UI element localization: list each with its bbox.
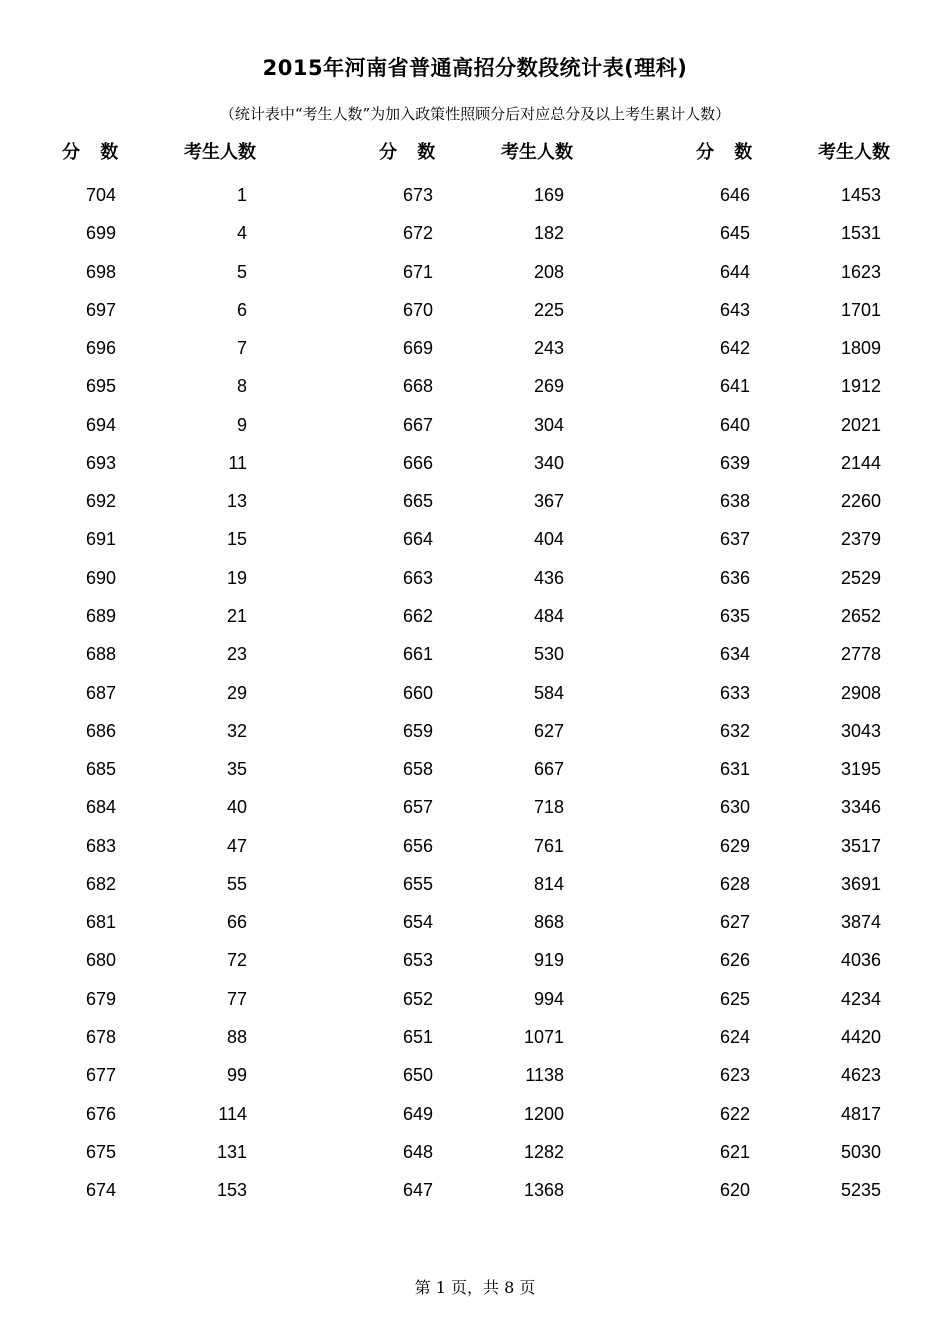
cell-score: 629 (719, 835, 750, 856)
cell-examinee-count: 35 (226, 759, 247, 780)
cell-score: 633 (719, 682, 750, 703)
cell-examinee-count: 4234 (840, 988, 881, 1009)
cell-examinee-count: 4036 (840, 950, 881, 971)
cell-score: 632 (719, 720, 750, 741)
cell-examinee-count: 11 (228, 452, 247, 473)
cell-score: 692 (85, 491, 116, 512)
cell-score: 644 (719, 261, 750, 282)
cell-examinee-count: 5235 (840, 1180, 881, 1200)
cell-examinee-count: 4420 (840, 1026, 881, 1047)
cell-score: 670 (402, 299, 433, 320)
cell-score: 666 (402, 452, 433, 473)
cell-score: 646 (719, 185, 750, 205)
cell-score: 676 (85, 1103, 116, 1124)
cell-examinee-count: 225 (533, 299, 564, 320)
cell-score: 675 (85, 1141, 116, 1162)
cell-score: 642 (719, 338, 750, 359)
cell-score: 628 (719, 873, 750, 894)
cell-score: 631 (719, 759, 750, 780)
cell-examinee-count: 484 (533, 606, 564, 626)
cell-score: 681 (85, 912, 116, 933)
cell-examinee-count: 13 (226, 491, 247, 512)
cell-examinee-count: 1453 (840, 185, 881, 205)
cell-score: 672 (402, 223, 433, 244)
cell-examinee-count: 2021 (840, 414, 881, 435)
cell-score: 680 (85, 950, 116, 971)
cell-score: 649 (402, 1103, 433, 1124)
header-examinee-count: 考生人数 (184, 142, 256, 163)
cell-examinee-count: 3874 (840, 912, 881, 933)
cell-examinee-count: 169 (533, 185, 564, 205)
cell-examinee-count: 1138 (525, 1065, 564, 1086)
cell-examinee-count: 55 (226, 873, 247, 894)
cell-examinee-count: 5030 (840, 1141, 881, 1162)
cell-examinee-count: 2144 (840, 452, 881, 473)
cell-examinee-count: 436 (533, 567, 564, 588)
cell-examinee-count: 627 (533, 720, 564, 741)
cell-score: 634 (719, 644, 750, 665)
cell-score: 625 (719, 988, 750, 1009)
cell-examinee-count: 47 (226, 835, 247, 856)
cell-examinee-count: 3346 (840, 797, 881, 818)
cell-examinee-count: 994 (533, 988, 564, 1009)
cell-examinee-count: 2908 (840, 682, 881, 703)
cell-examinee-count: 340 (533, 452, 564, 473)
cell-examinee-count: 243 (533, 338, 564, 359)
cell-examinee-count: 919 (533, 950, 564, 971)
cell-score: 653 (402, 950, 433, 971)
cell-score: 661 (402, 644, 433, 665)
cell-score: 694 (85, 414, 116, 435)
cell-score: 690 (85, 567, 116, 588)
cell-examinee-count: 114 (218, 1103, 247, 1124)
cell-score: 663 (402, 567, 433, 588)
cell-score: 691 (85, 529, 116, 550)
cell-score: 623 (719, 1065, 750, 1086)
cell-examinee-count: 3517 (840, 835, 881, 856)
cell-score: 687 (85, 682, 116, 703)
cell-examinee-count: 1701 (840, 299, 881, 320)
cell-score: 679 (85, 988, 116, 1009)
cell-examinee-count: 1623 (840, 261, 881, 282)
cell-examinee-count: 153 (216, 1180, 247, 1200)
cell-score: 635 (719, 606, 750, 626)
cell-examinee-count: 7 (236, 338, 247, 359)
header-score: 分 数 (696, 142, 753, 163)
cell-examinee-count: 9 (236, 414, 247, 435)
cell-examinee-count: 868 (533, 912, 564, 933)
cell-examinee-count: 1282 (523, 1141, 564, 1162)
cell-score: 630 (719, 797, 750, 818)
cell-score: 696 (85, 338, 116, 359)
cell-score: 658 (402, 759, 433, 780)
cell-examinee-count: 584 (533, 682, 564, 703)
cell-score: 693 (85, 452, 116, 473)
cell-examinee-count: 21 (226, 606, 247, 626)
cell-examinee-count: 77 (226, 988, 247, 1009)
cell-score: 624 (719, 1026, 750, 1047)
cell-examinee-count: 718 (533, 797, 564, 818)
cell-score: 677 (85, 1065, 116, 1086)
cell-examinee-count: 1071 (523, 1026, 564, 1047)
cell-score: 699 (85, 223, 116, 244)
cell-score: 686 (85, 720, 116, 741)
cell-examinee-count: 404 (533, 529, 564, 550)
cell-score: 678 (85, 1026, 116, 1047)
cell-examinee-count: 23 (226, 644, 247, 665)
cell-examinee-count: 667 (533, 759, 564, 780)
cell-examinee-count: 72 (226, 950, 247, 971)
cell-score: 650 (402, 1065, 433, 1086)
cell-score: 668 (402, 376, 433, 397)
cell-score: 698 (85, 261, 116, 282)
cell-examinee-count: 88 (226, 1026, 247, 1047)
cell-score: 682 (85, 873, 116, 894)
cell-score: 641 (719, 376, 750, 397)
header-score: 分 数 (379, 142, 436, 163)
cell-examinee-count: 3195 (840, 759, 881, 780)
cell-score: 674 (85, 1180, 116, 1200)
cell-score: 656 (402, 835, 433, 856)
cell-examinee-count: 15 (226, 529, 247, 550)
cell-examinee-count: 29 (226, 682, 247, 703)
page-footer: 第 1 页，共 8 页 (414, 1278, 536, 1297)
cell-score: 651 (402, 1026, 433, 1047)
cell-examinee-count: 2652 (840, 606, 881, 626)
cell-score: 645 (719, 223, 750, 244)
cell-score: 667 (402, 414, 433, 435)
cell-score: 626 (719, 950, 750, 971)
cell-examinee-count: 304 (533, 414, 564, 435)
cell-examinee-count: 99 (226, 1065, 247, 1086)
cell-examinee-count: 1200 (523, 1103, 564, 1124)
cell-examinee-count: 1809 (840, 338, 881, 359)
cell-score: 704 (85, 185, 116, 205)
cell-score: 648 (402, 1141, 433, 1162)
cell-examinee-count: 6 (236, 299, 247, 320)
cell-examinee-count: 32 (226, 720, 247, 741)
cell-score: 685 (85, 759, 116, 780)
cell-score: 664 (402, 529, 433, 550)
cell-score: 697 (85, 299, 116, 320)
cell-score: 689 (85, 606, 116, 626)
cell-examinee-count: 2260 (840, 491, 881, 512)
cell-score: 683 (85, 835, 116, 856)
document-subtitle: （统计表中“考生人数”为加入政策性照顾分后对应总分及以上考生累计人数） (219, 105, 731, 123)
cell-score: 636 (719, 567, 750, 588)
cell-score: 688 (85, 644, 116, 665)
cell-examinee-count: 182 (533, 223, 564, 244)
cell-score: 660 (402, 682, 433, 703)
cell-examinee-count: 4 (236, 223, 247, 244)
cell-examinee-count: 3043 (840, 720, 881, 741)
cell-score: 652 (402, 988, 433, 1009)
cell-examinee-count: 3691 (840, 873, 881, 894)
cell-examinee-count: 1531 (840, 223, 881, 244)
cell-score: 671 (402, 261, 433, 282)
cell-examinee-count: 1 (236, 185, 247, 205)
cell-examinee-count: 2529 (840, 567, 881, 588)
cell-examinee-count: 5 (236, 261, 247, 282)
cell-score: 673 (402, 185, 433, 205)
cell-score: 638 (719, 491, 750, 512)
cell-examinee-count: 8 (236, 376, 247, 397)
cell-examinee-count: 208 (533, 261, 564, 282)
cell-score: 640 (719, 414, 750, 435)
cell-examinee-count: 66 (226, 912, 247, 933)
cell-examinee-count: 761 (533, 835, 564, 856)
cell-score: 662 (402, 606, 433, 626)
cell-examinee-count: 4817 (840, 1103, 881, 1124)
cell-score: 657 (402, 797, 433, 818)
cell-score: 643 (719, 299, 750, 320)
header-score: 分 数 (62, 142, 119, 163)
cell-score: 655 (402, 873, 433, 894)
cell-score: 684 (85, 797, 116, 818)
cell-score: 627 (719, 912, 750, 933)
cell-score: 665 (402, 491, 433, 512)
cell-score: 647 (402, 1180, 433, 1200)
cell-score: 620 (719, 1180, 750, 1200)
cell-examinee-count: 814 (533, 873, 564, 894)
cell-examinee-count: 1912 (840, 376, 881, 397)
cell-examinee-count: 269 (533, 376, 564, 397)
cell-score: 621 (719, 1141, 750, 1162)
cell-examinee-count: 4623 (840, 1065, 881, 1086)
cell-score: 695 (85, 376, 116, 397)
cell-score: 659 (402, 720, 433, 741)
cell-examinee-count: 1368 (523, 1180, 564, 1200)
cell-examinee-count: 2778 (840, 644, 881, 665)
cell-examinee-count: 367 (533, 491, 564, 512)
cell-examinee-count: 131 (216, 1141, 247, 1162)
cell-score: 669 (402, 338, 433, 359)
header-examinee-count: 考生人数 (501, 142, 573, 163)
document-title: 2015年河南省普通高招分数段统计表(理科) (262, 56, 688, 80)
cell-score: 639 (719, 452, 750, 473)
cell-examinee-count: 40 (226, 797, 247, 818)
cell-score: 637 (719, 529, 750, 550)
cell-examinee-count: 530 (533, 644, 564, 665)
cell-examinee-count: 19 (226, 567, 247, 588)
cell-score: 622 (719, 1103, 750, 1124)
header-examinee-count: 考生人数 (818, 142, 890, 163)
cell-examinee-count: 2379 (840, 529, 881, 550)
cell-score: 654 (402, 912, 433, 933)
